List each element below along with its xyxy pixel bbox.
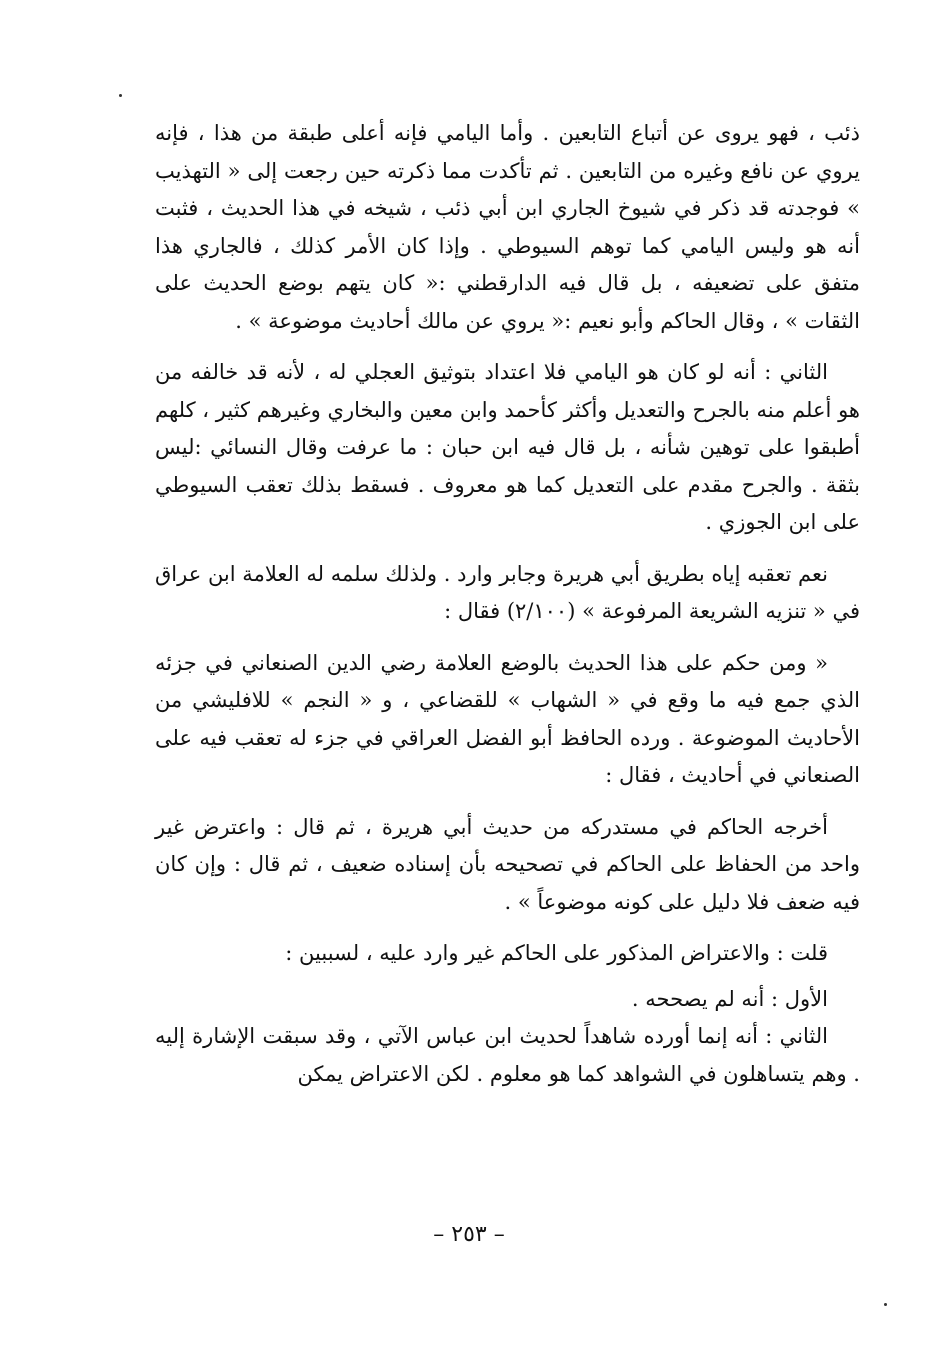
- paragraph: الأول : أنه لم يصححه .: [631, 986, 828, 1011]
- page-number: – ٢٥٣ –: [433, 1222, 505, 1247]
- scan-speck: [119, 94, 122, 97]
- paragraph: « ومن حكم على هذا الحديث بالوضع العلامة رضي الدين الصنعاني في جزئه الذي جمع فيه ما وقع في « الشهاب » للقضاعي ، و « النجم » للافليشي من الأحاديث الموضوعة . ورده الحافظ أبو الفضل العراقي في جزء له تعقب فيه على الصنعاني في أحاديث ، فقال :: [155, 650, 860, 787]
- paragraph: قلت : والاعتراض المذكور على الحاكم غير وارد عليه ، لسببين :: [285, 941, 828, 965]
- scan-speck: [884, 1303, 887, 1306]
- paragraph: ذئب ، فهو يروى عن أتباع التابعين . وأما اليامي فإنه أعلى طبقة من هذا ، فإنه يروي عن نافع وغيره من التابعين . ثم تأكدت مما ذكرته حين رجعت إلى « التهذيب » فوجدته قد ذكر في شيوخ الجاري ابن أبي ذئب ، شيخه في هذا الحديث ، فثبت أنه هو وليس اليامي كما توهم السيوطي . وإذا كان الأمر كذلك ، فالجاري هذا متفق على تضعيفه ، بل قال فيه الدارقطني :« كان يتهم بوضع الحديث على الثقات » ، وقال الحاكم وأبو نعيم :« يروي عن مالك أحاديث موضوعة » .: [155, 121, 860, 333]
- body-text: [155, 115, 860, 1093]
- paragraph: الثاني : أنه لو كان هو اليامي فلا اعتداد بتوثيق العجلي له ، لأنه قد خالفه من هو أعلم منه بالجرح والتعديل وأكثر كأحمد وابن معين والبخاري وغيرهم كثير ، كلهم أطبقوا على توهين شأنه ، بل قال فيه ابن حبان : ما عرفت وقال النسائي :ليس بثقة . والجرح مقدم على التعديل كما هو معروف . فسقط بذلك تعقب السيوطي على ابن الجوزي .: [155, 360, 860, 534]
- paragraph: الثاني : أنه إنما أورده شاهداً لحديث ابن عباس الآتي ، وقد سبقت الإشارة إليه . وهم يتساهلون في الشواهد كما هو معلوم . لكن الاعتراض يمكن: [155, 1024, 860, 1086]
- paragraph: نعم تعقبه إياه بطريق أبي هريرة وجابر وارد . ولذلك سلمه له العلامة ابن عراق في « تنزيه الشريعة المرفوعة » (٢/١٠٠) فقال :: [155, 561, 860, 623]
- paragraph: أخرجه الحاكم في مستدركه من حديث أبي هريرة ، ثم قال : واعترض غير واحد من الحفاظ على الحاكم في تصحيحه بأن إسناده ضعيف ، ثم قال : وإن كان فيه ضعف فلا دليل على كونه موضوعاً » .: [155, 814, 860, 914]
